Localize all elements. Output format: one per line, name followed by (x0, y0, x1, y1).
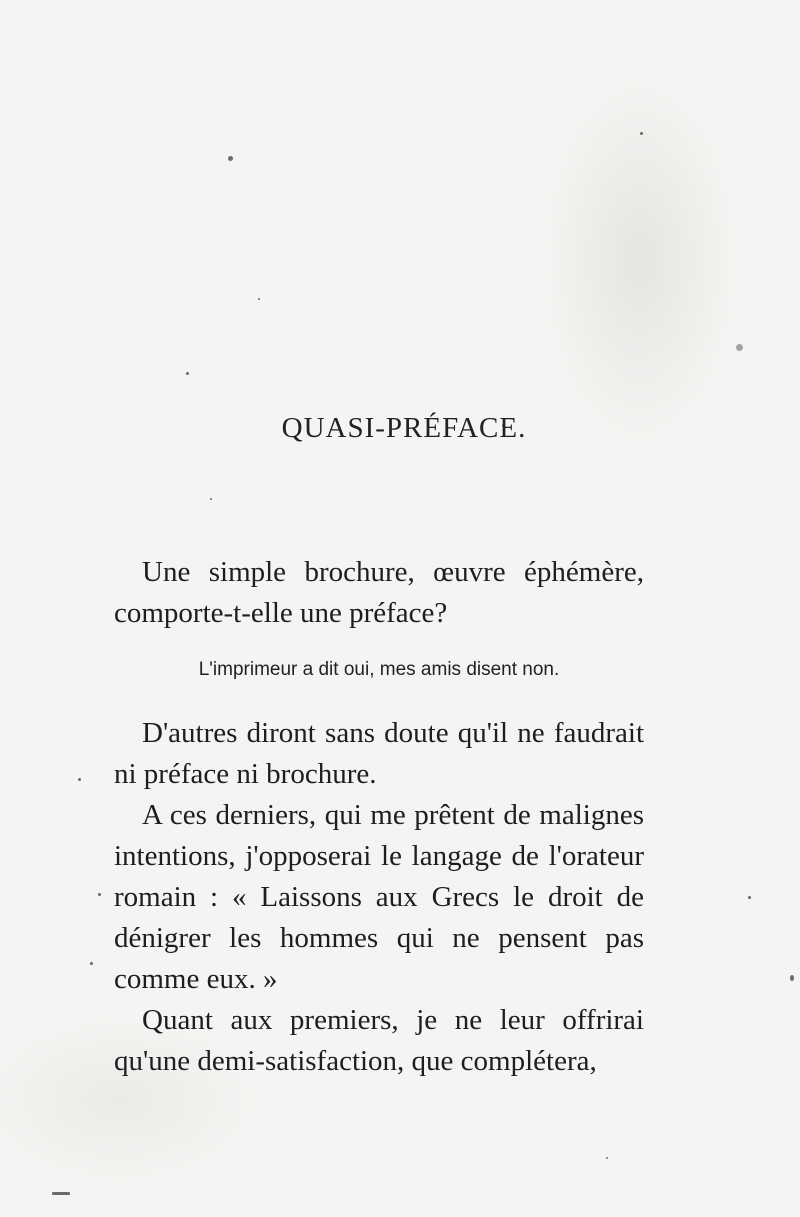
intro-paragraph (114, 552, 644, 634)
speck (790, 975, 794, 981)
paragraph: A ces derniers, qui me prêtent de malignes intentions, j'opposerai le langage de l'orateur romain : « Laissons aux Grecs le droit de dénigrer les hommes qui ne pensent pas comme eux. » (114, 799, 644, 995)
paragraph: D'autres diront sans doute qu'il ne faudrait ni préface ni brochure. (114, 717, 644, 790)
speck (186, 372, 189, 375)
speck (228, 156, 233, 161)
speck (748, 896, 751, 899)
body-text (114, 713, 644, 1082)
speck (52, 1192, 70, 1195)
speck (640, 132, 643, 135)
paragraph: Une simple brochure, œuvre éphémère, comporte-t-elle une préface? (114, 556, 644, 629)
speck (78, 778, 81, 781)
speck (210, 498, 212, 500)
speck (90, 962, 93, 965)
speck (736, 344, 743, 351)
speck (606, 1157, 608, 1159)
speck (258, 298, 260, 300)
speck (98, 893, 101, 896)
note-line: L'imprimeur a dit oui, mes amis disent non. (198, 659, 560, 680)
page-title: QUASI-PRÉFACE. (281, 412, 527, 444)
paragraph: Quant aux premiers, je ne leur offrirai qu'une demi-satisfaction, que complétera, (114, 1004, 644, 1077)
